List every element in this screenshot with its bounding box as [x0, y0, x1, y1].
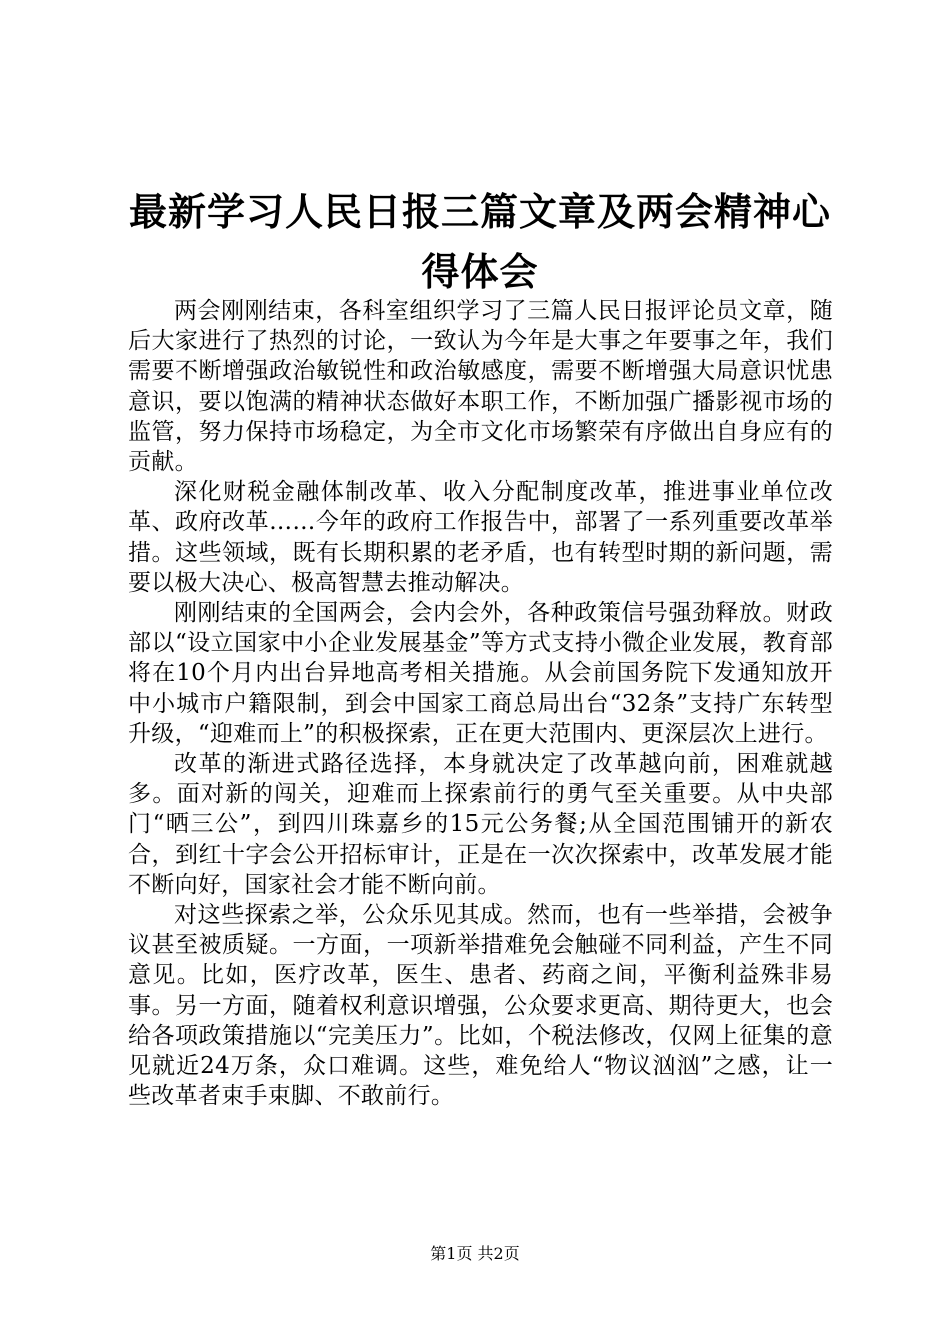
document-title: 最新学习人民日报三篇文章及两会精神心得体会 — [128, 189, 831, 294]
paragraph-1: 两会刚刚结束，各科室组织学习了三篇人民日报评论员文章，随后大家进行了热烈的讨论，一致认为今年是大事之年要事之年，我们需要不断增强政治敏锐性和政治敏感度，需要不断增强大局意识忧患意识，要以饱满的精神状态做好本职工作，不断加强广播影视市场的监管，努力保持市场稳定，为全市文化市场繁荣有序做出自身应有的贡献。 — [128, 298, 833, 476]
page-footer: 第1页 共2页 — [430, 1244, 520, 1263]
paragraph-4: 改革的渐进式路径选择，本身就决定了改革越向前，困难就越多。面对新的闯关，迎难而上探索前行的勇气至关重要。从中央部门“晒三公”，到四川珠嘉乡的15元公务餐;从全国范围铺开的新农合，到红十字会公开招标审计，正是在一次次探索中，改革发展才能不断向好，国家社会才能不断向前。 — [128, 751, 833, 898]
paragraph-3: 刚刚结束的全国两会，会内会外，各种政策信号强劲释放。财政部以“设立国家中小企业发展基金”等方式支持小微企业发展，教育部将在10个月内出台异地高考相关措施。从会前国务院下发通知放开中小城市户籍限制，到会中国家工商总局出台“32条”支持广东转型升级，“迎难而上”的积极探索，正在更大范围内、更深层次上进行。 — [128, 600, 833, 747]
paragraph-2: 深化财税金融体制改革、收入分配制度改革，推进事业单位改革、政府改革……今年的政府工作报告中，部署了一系列重要改革举措。这些领域，既有长期积累的老矛盾，也有转型时期的新问题，需要以极大决心、极高智慧去推动解决。 — [128, 479, 833, 596]
document-body — [128, 296, 833, 1111]
paragraph-5: 对这些探索之举，公众乐见其成。然而，也有一些举措，会被争议甚至被质疑。一方面，一项新举措难免会触碰不同利益，产生不同意见。比如，医疗改革，医生、患者、药商之间，平衡利益殊非易事。另一方面，随着权利意识增强，公众要求更高、期待更大，也会给各项政策措施以“完美压力”。比如，个税法修改，仅网上征集的意见就近24万条，众口难调。这些，难免给人“物议汹汹”之感，让一些改革者束手束脚、不敢前行。 — [128, 902, 833, 1110]
